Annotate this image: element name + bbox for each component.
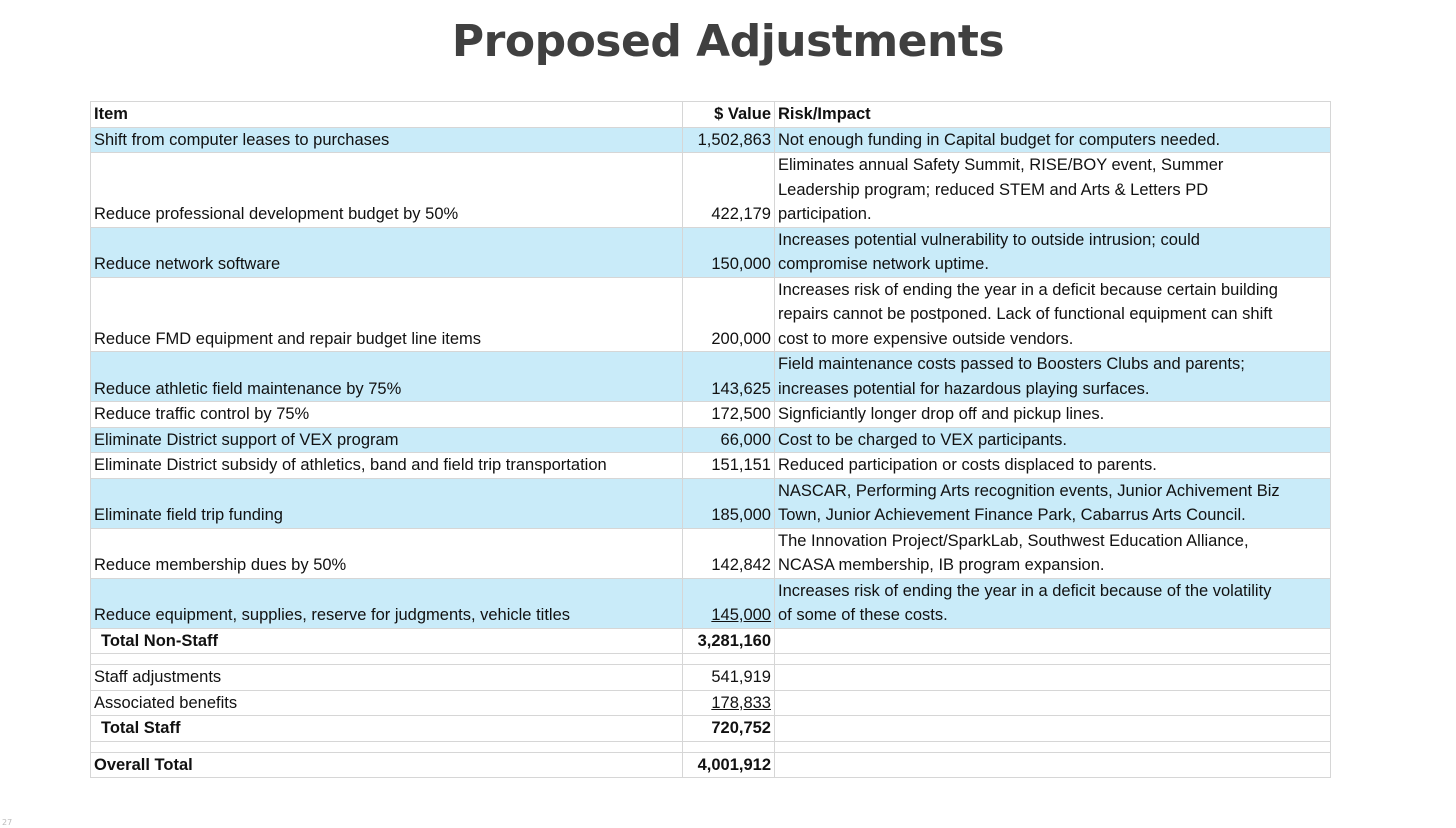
row-item: Reduce network software <box>91 227 683 277</box>
row-risk: Cost to be charged to VEX participants. <box>775 427 1331 453</box>
table-row <box>91 227 1331 277</box>
row-risk: Not enough funding in Capital budget for computers needed. <box>775 127 1331 153</box>
row-item: Eliminate District subsidy of athletics, band and field trip transportation <box>91 453 683 479</box>
overall-total-row <box>91 752 1331 778</box>
header-risk: Risk/Impact <box>775 102 1331 128</box>
row-item: Reduce membership dues by 50% <box>91 528 683 578</box>
row-risk: Increases risk of ending the year in a deficit because of the volatility of some of these costs. <box>775 578 1331 628</box>
total-staff-label: Total Staff <box>91 716 683 742</box>
row-item: Reduce professional development budget by 50% <box>91 153 683 228</box>
row-item: Reduce equipment, supplies, reserve for judgments, vehicle titles <box>91 578 683 628</box>
table-row <box>91 578 1331 628</box>
table-row <box>91 352 1331 402</box>
row-value: 151,151 <box>683 453 775 479</box>
row-value: 143,625 <box>683 352 775 402</box>
staff-row <box>91 690 1331 716</box>
table-row <box>91 528 1331 578</box>
row-item: Eliminate field trip funding <box>91 478 683 528</box>
row-value: 142,842 <box>683 528 775 578</box>
table-row <box>91 127 1331 153</box>
table-row <box>91 427 1331 453</box>
table-row <box>91 277 1331 352</box>
total-non-staff-value: 3,281,160 <box>683 628 775 654</box>
overall-total-label: Overall Total <box>91 752 683 778</box>
spacer-row <box>91 741 1331 752</box>
row-value: 145,000 <box>683 578 775 628</box>
total-staff-value: 720,752 <box>683 716 775 742</box>
staff-value: 178,833 <box>683 690 775 716</box>
total-non-staff-row <box>91 628 1331 654</box>
row-risk: Field maintenance costs passed to Boosters Clubs and parents; increases potential for hazardous playing surfaces. <box>775 352 1331 402</box>
row-item: Reduce traffic control by 75% <box>91 402 683 428</box>
row-value: 172,500 <box>683 402 775 428</box>
staff-row <box>91 665 1331 691</box>
row-item: Eliminate District support of VEX program <box>91 427 683 453</box>
staff-item: Staff adjustments <box>91 665 683 691</box>
table-row <box>91 153 1331 228</box>
row-value: 200,000 <box>683 277 775 352</box>
row-item: Reduce FMD equipment and repair budget line items <box>91 277 683 352</box>
page-number: 27 <box>2 818 13 827</box>
row-risk: Signficiantly longer drop off and pickup lines. <box>775 402 1331 428</box>
row-risk: Eliminates annual Safety Summit, RISE/BOY event, Summer Leadership program; reduced STEM and Arts & Letters PD participation. <box>775 153 1331 228</box>
spacer-row <box>91 654 1331 665</box>
table-row <box>91 402 1331 428</box>
table-row <box>91 478 1331 528</box>
row-value: 185,000 <box>683 478 775 528</box>
adjustments-table <box>90 101 1331 778</box>
row-risk: Increases potential vulnerability to outside intrusion; could compromise network uptime. <box>775 227 1331 277</box>
row-item: Shift from computer leases to purchases <box>91 127 683 153</box>
row-value: 66,000 <box>683 427 775 453</box>
total-staff-row <box>91 716 1331 742</box>
header-item: Item <box>91 102 683 128</box>
total-non-staff-label: Total Non-Staff <box>91 628 683 654</box>
row-value: 422,179 <box>683 153 775 228</box>
overall-total-value: 4,001,912 <box>683 752 775 778</box>
row-value: 1,502,863 <box>683 127 775 153</box>
row-risk: Increases risk of ending the year in a deficit because certain building repairs cannot be postponed. Lack of functional equipment can shift cost to more expensive outside vendors. <box>775 277 1331 352</box>
header-value: $ Value <box>683 102 775 128</box>
row-risk: NASCAR, Performing Arts recognition events, Junior Achivement Biz Town, Junior Achievement Finance Park, Cabarrus Arts Council. <box>775 478 1331 528</box>
staff-item: Associated benefits <box>91 690 683 716</box>
table-row <box>91 453 1331 479</box>
row-risk: The Innovation Project/SparkLab, Southwest Education Alliance, NCASA membership, IB program expansion. <box>775 528 1331 578</box>
row-risk: Reduced participation or costs displaced to parents. <box>775 453 1331 479</box>
staff-value: 541,919 <box>683 665 775 691</box>
page-title: Proposed Adjustments <box>451 16 1005 67</box>
header-row <box>91 102 1331 128</box>
row-item: Reduce athletic field maintenance by 75% <box>91 352 683 402</box>
row-value: 150,000 <box>683 227 775 277</box>
